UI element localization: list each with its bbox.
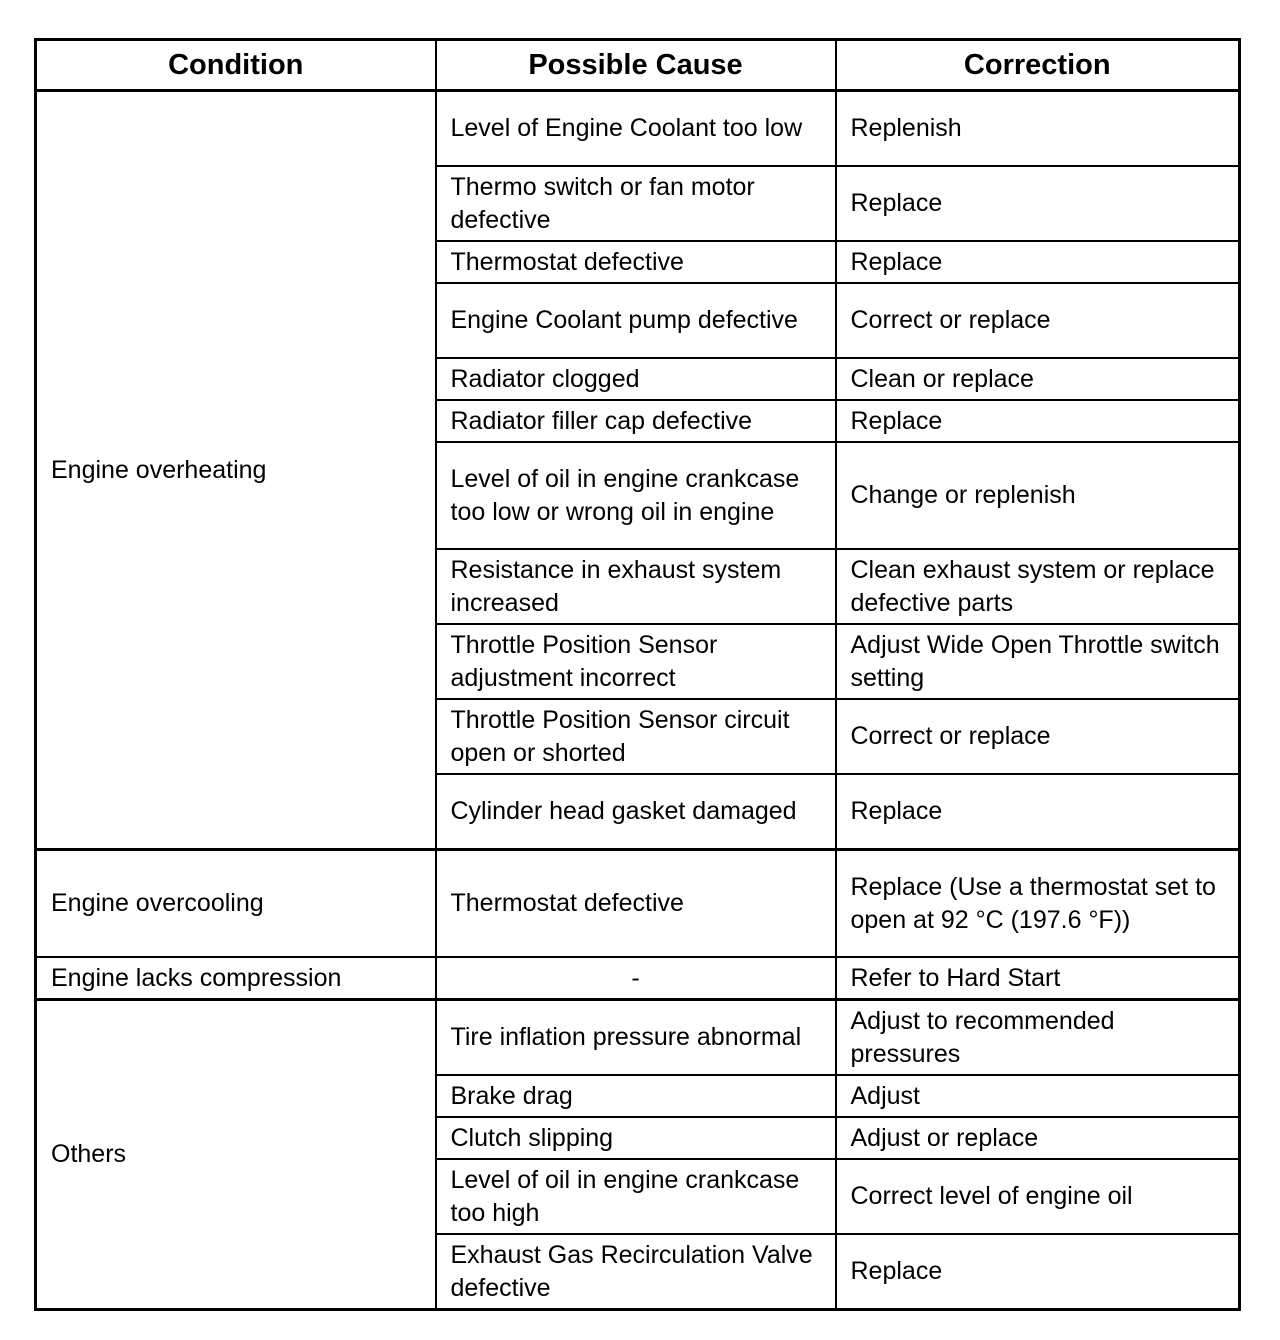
correction-cell: Replace xyxy=(836,1234,1240,1310)
table-row xyxy=(36,91,1240,167)
correction-cell: Replace xyxy=(836,166,1240,241)
cause-cell: Clutch slipping xyxy=(436,1117,836,1159)
correction-cell: Adjust or replace xyxy=(836,1117,1240,1159)
correction-cell: Replace xyxy=(836,241,1240,283)
condition-header: Condition xyxy=(36,40,436,91)
cause-cell: - xyxy=(436,957,836,1000)
cause-cell: Brake drag xyxy=(436,1075,836,1117)
correction-cell: Adjust xyxy=(836,1075,1240,1117)
cause-cell: Exhaust Gas Recirculation Valve defective xyxy=(436,1234,836,1310)
cause-cell: Level of Engine Coolant too low xyxy=(436,91,836,167)
cause-cell: Thermo switch or fan motor defective xyxy=(436,166,836,241)
cause-cell: Throttle Position Sensor circuit open or shorted xyxy=(436,699,836,774)
possible-cause-header: Possible Cause xyxy=(436,40,836,91)
correction-cell: Refer to Hard Start xyxy=(836,957,1240,1000)
table-row xyxy=(36,957,1240,1000)
correction-cell: Replenish xyxy=(836,91,1240,167)
correction-cell: Correct or replace xyxy=(836,699,1240,774)
correction-cell: Clean exhaust system or replace defective parts xyxy=(836,549,1240,624)
header-row xyxy=(36,40,1240,91)
cause-cell: Radiator clogged xyxy=(436,358,836,400)
troubleshooting-table xyxy=(34,38,1241,1311)
cause-cell: Throttle Position Sensor adjustment incorrect xyxy=(436,624,836,699)
correction-cell: Change or replenish xyxy=(836,442,1240,549)
correction-cell: Clean or replace xyxy=(836,358,1240,400)
correction-cell: Adjust to recommended pressures xyxy=(836,1000,1240,1076)
cause-cell: Level of oil in engine crankcase too low or wrong oil in engine xyxy=(436,442,836,549)
cause-cell: Level of oil in engine crankcase too high xyxy=(436,1159,836,1234)
cause-cell: Cylinder head gasket damaged xyxy=(436,774,836,850)
correction-cell: Correct or replace xyxy=(836,283,1240,358)
correction-cell: Replace xyxy=(836,774,1240,850)
correction-cell: Correct level of engine oil xyxy=(836,1159,1240,1234)
condition-cell: Engine overcooling xyxy=(36,850,436,958)
table-row xyxy=(36,850,1240,958)
cause-cell: Resistance in exhaust system increased xyxy=(436,549,836,624)
cause-cell: Thermostat defective xyxy=(436,850,836,958)
correction-cell: Replace xyxy=(836,400,1240,442)
correction-cell: Adjust Wide Open Throttle switch setting xyxy=(836,624,1240,699)
condition-cell: Engine lacks compression xyxy=(36,957,436,1000)
cause-cell: Thermostat defective xyxy=(436,241,836,283)
condition-cell: Others xyxy=(36,1000,436,1310)
cause-cell: Radiator filler cap defective xyxy=(436,400,836,442)
cause-cell: Tire inflation pressure abnormal xyxy=(436,1000,836,1076)
cause-cell: Engine Coolant pump defective xyxy=(436,283,836,358)
table-row xyxy=(36,1000,1240,1076)
correction-cell: Replace (Use a thermostat set to open at 92 °C (197.6 °F)) xyxy=(836,850,1240,958)
correction-header: Correction xyxy=(836,40,1240,91)
condition-cell: Engine overheating xyxy=(36,91,436,850)
